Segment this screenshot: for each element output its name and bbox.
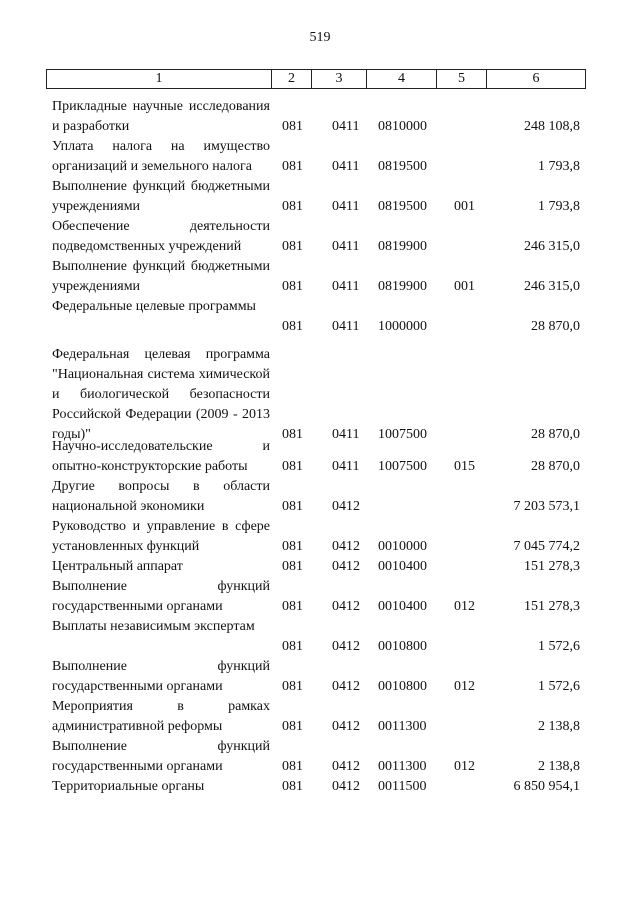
row-c3: 0412	[332, 779, 360, 794]
row-name: Территориальные органы	[52, 779, 205, 794]
table-row	[46, 137, 586, 177]
row-c4: 0011300	[378, 719, 427, 734]
row-c2: 081	[282, 239, 303, 254]
row-c6: 7 203 573,1	[513, 499, 580, 514]
row-c6: 1 793,8	[538, 199, 580, 214]
row-c6: 151 278,3	[524, 559, 580, 574]
row-name: Уплата налога на имущество организаций и земельного налога	[52, 139, 270, 174]
table-row	[46, 517, 586, 557]
row-c6: 28 870,0	[531, 319, 580, 334]
row-c3: 0411	[332, 459, 360, 474]
row-c2: 081	[282, 639, 303, 654]
row-c4: 1007500	[378, 427, 427, 442]
row-name: Выполнение функций государственными органами	[52, 579, 270, 614]
row-c3: 0412	[332, 759, 360, 774]
table-row	[46, 737, 586, 777]
table-row	[46, 657, 586, 697]
table-row	[46, 177, 586, 217]
header-col-2: 2	[272, 70, 312, 88]
row-name: Выполнение функций бюджетными учреждениями	[52, 259, 270, 294]
row-c4: 0010800	[378, 679, 427, 694]
row-name: Мероприятия в рамках административной реформы	[52, 699, 270, 734]
row-c6: 1 572,6	[538, 639, 580, 654]
row-c6: 1 793,8	[538, 159, 580, 174]
row-c2: 081	[282, 599, 303, 614]
table-row	[46, 777, 586, 797]
header-col-6: 6	[532, 71, 540, 86]
row-c4: 1007500	[378, 459, 427, 474]
header-col-5: 5	[437, 70, 487, 88]
row-c3: 0411	[332, 159, 360, 174]
row-c4: 0010400	[378, 599, 427, 614]
row-c2: 081	[282, 499, 303, 514]
row-c3: 0412	[332, 719, 360, 734]
row-c5: 001	[454, 199, 475, 214]
row-c6: 7 045 774,2	[513, 539, 580, 554]
row-name: Выполнение функций бюджетными учреждениями	[52, 179, 270, 214]
row-c3: 0412	[332, 559, 360, 574]
row-name: Научно-исследовательские и опытно-конструкторские работы	[52, 439, 270, 474]
table-header	[46, 69, 586, 89]
row-c3: 0412	[332, 679, 360, 694]
row-c4: 0010000	[378, 539, 427, 554]
row-c3: 0411	[332, 427, 360, 442]
row-c5: 001	[454, 279, 475, 294]
row-c2: 081	[282, 119, 303, 134]
row-c3: 0411	[332, 279, 360, 294]
row-c4: 0819900	[378, 239, 427, 254]
row-c4: 0011500	[378, 779, 427, 794]
row-c2: 081	[282, 427, 303, 442]
row-c2: 081	[282, 279, 303, 294]
row-c2: 081	[282, 319, 303, 334]
table-row	[46, 97, 586, 137]
row-c4: 1000000	[378, 319, 427, 334]
row-c3: 0411	[332, 239, 360, 254]
row-c2: 081	[282, 719, 303, 734]
row-c3: 0412	[332, 499, 360, 514]
row-name: Другие вопросы в области национальной экономики	[52, 479, 270, 514]
table-row	[46, 697, 586, 737]
row-name: Центральный аппарат	[52, 559, 183, 574]
row-c6: 28 870,0	[531, 427, 580, 442]
header-col-3: 3	[312, 70, 367, 88]
row-c2: 081	[282, 779, 303, 794]
row-name: Федеральная целевая программа "Национальная система химической и биологической безопасности Российской Федерации (2009 - 2013 годы)"	[52, 347, 270, 442]
table-row	[46, 297, 586, 337]
row-c2: 081	[282, 539, 303, 554]
row-c4: 0810000	[378, 119, 427, 134]
row-c5: 012	[454, 679, 475, 694]
row-name: Выполнение функций государственными органами	[52, 739, 270, 774]
row-c6: 2 138,8	[538, 719, 580, 734]
row-c4: 0010800	[378, 639, 427, 654]
row-c5: 012	[454, 759, 475, 774]
row-name: Выполнение функций государственными органами	[52, 659, 270, 694]
row-c2: 081	[282, 679, 303, 694]
row-c2: 081	[282, 159, 303, 174]
row-c2: 081	[282, 199, 303, 214]
row-c6: 6 850 954,1	[513, 779, 580, 794]
row-c3: 0411	[332, 119, 360, 134]
row-c2: 081	[282, 459, 303, 474]
row-c4: 0819500	[378, 199, 427, 214]
table-row	[46, 617, 586, 657]
row-c6: 246 315,0	[524, 279, 580, 294]
row-c3: 0412	[332, 599, 360, 614]
row-c2: 081	[282, 759, 303, 774]
row-name: Выплаты независимым экспертам	[52, 619, 255, 634]
row-c2: 081	[282, 559, 303, 574]
table-row	[46, 257, 586, 297]
table-row	[46, 557, 586, 577]
row-c4: 0010400	[378, 559, 427, 574]
page-number: 519	[309, 30, 331, 45]
row-c6: 151 278,3	[524, 599, 580, 614]
row-c3: 0411	[332, 319, 360, 334]
table-row	[46, 577, 586, 617]
row-c5: 012	[454, 599, 475, 614]
row-c4: 0011300	[378, 759, 427, 774]
row-c3: 0412	[332, 639, 360, 654]
row-c3: 0412	[332, 539, 360, 554]
row-c6: 2 138,8	[538, 759, 580, 774]
table-row	[46, 437, 586, 477]
row-c6: 1 572,6	[538, 679, 580, 694]
header-col-1: 1	[47, 70, 272, 88]
row-name: Обеспечение деятельности подведомственных учреждений	[52, 219, 270, 254]
table-row	[46, 477, 586, 517]
table-row	[46, 345, 586, 445]
row-name: Прикладные научные исследования и разработки	[52, 99, 270, 134]
row-c6: 246 315,0	[524, 239, 580, 254]
row-c3: 0411	[332, 199, 360, 214]
row-name: Федеральные целевые программы	[52, 299, 256, 314]
table-row	[46, 217, 586, 257]
row-c6: 248 108,8	[524, 119, 580, 134]
row-c5: 015	[454, 459, 475, 474]
row-c4: 0819900	[378, 279, 427, 294]
row-c4: 0819500	[378, 159, 427, 174]
header-col-4: 4	[367, 70, 437, 88]
row-c6: 28 870,0	[531, 459, 580, 474]
row-name: Руководство и управление в сфере установленных функций	[52, 519, 270, 554]
